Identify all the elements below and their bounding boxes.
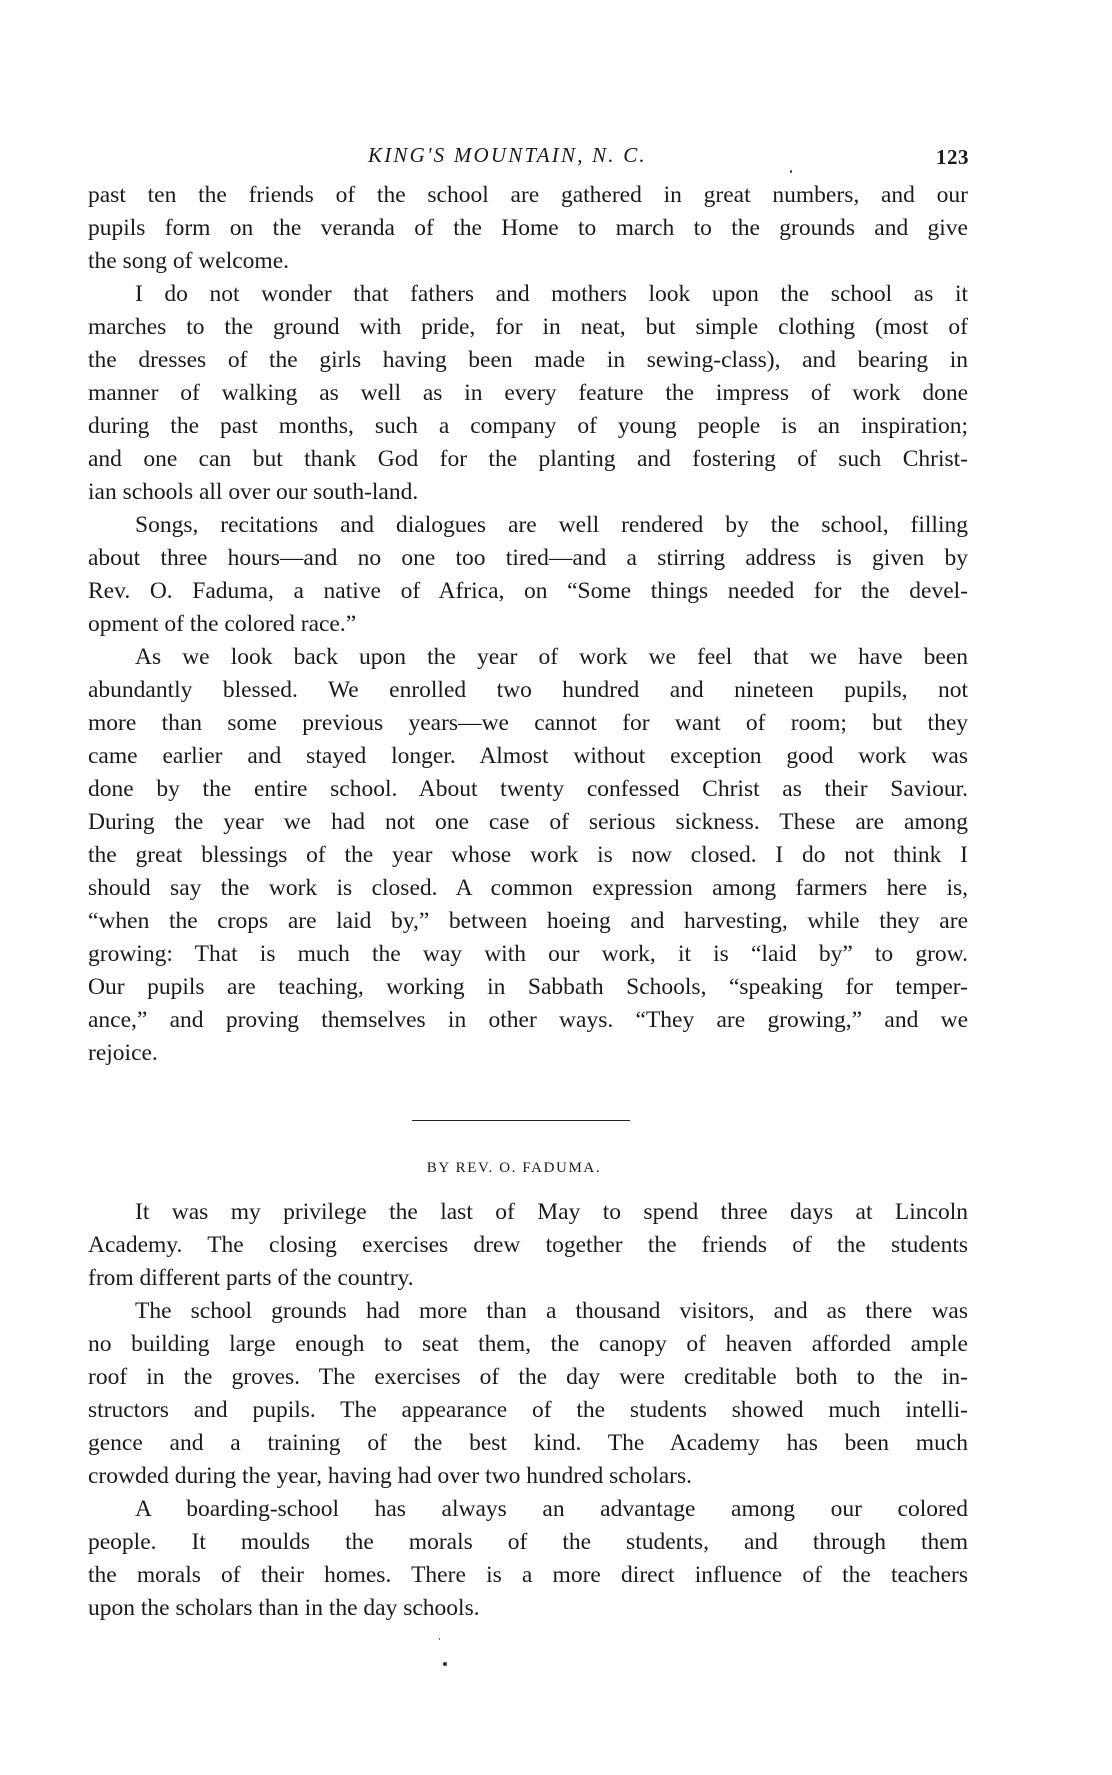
text-line: manner of walking as well as in every feature the impress of work done bbox=[88, 380, 968, 406]
section-divider bbox=[412, 1120, 630, 1121]
text-line: rejoice. bbox=[88, 1040, 158, 1066]
text-line: done by the entire school. About twenty confessed Christ as their Saviour. bbox=[88, 776, 968, 802]
text-line: past ten the friends of the school are gathered in great numbers, and our bbox=[88, 182, 968, 208]
article-section-lincoln-academy bbox=[88, 1196, 968, 1625]
text-line: As we look back upon the year of work we feel that we have been bbox=[135, 644, 968, 670]
text-line: roof in the groves. The exercises of the day were creditable both to the in- bbox=[88, 1364, 968, 1390]
text-line: from different parts of the country. bbox=[88, 1265, 414, 1291]
text-line: structors and pupils. The appearance of the students showed much intelli- bbox=[88, 1397, 968, 1423]
text-line: the morals of their homes. There is a more direct influence of the teachers bbox=[88, 1562, 968, 1588]
text-line: ian schools all over our south-land. bbox=[88, 479, 419, 505]
text-line: gence and a training of the best kind. The Academy has been much bbox=[88, 1430, 968, 1456]
scan-speck bbox=[443, 1662, 447, 1666]
running-head bbox=[0, 138, 1112, 172]
text-line: the great blessings of the year whose work is now closed. I do not think I bbox=[88, 842, 968, 868]
text-line: more than some previous years—we cannot for want of room; but they bbox=[88, 710, 968, 736]
scan-speck bbox=[439, 1638, 440, 1640]
text-line: growing: That is much the way with our work, it is “laid by” to grow. bbox=[88, 941, 968, 967]
text-line: Songs, recitations and dialogues are well rendered by the school, filling bbox=[135, 512, 968, 538]
text-line: and one can but thank God for the planting and fostering of such Christ- bbox=[88, 446, 968, 472]
byline bbox=[0, 1156, 1112, 1180]
text-line: “when the crops are laid by,” between hoeing and harvesting, while they are bbox=[88, 908, 968, 934]
running-title: KING'S MOUNTAIN, N. C. bbox=[368, 143, 647, 167]
paragraph bbox=[88, 278, 968, 509]
text-line: ance,” and proving themselves in other ways. “They are growing,” and we bbox=[88, 1007, 968, 1033]
page-number: 123 bbox=[936, 145, 969, 169]
text-line: During the year we had not one case of serious sickness. These are among bbox=[88, 809, 968, 835]
paragraph bbox=[88, 1295, 968, 1493]
text-line: Rev. O. Faduma, a native of Africa, on “Some things needed for the devel- bbox=[88, 578, 968, 604]
text-line: the dresses of the girls having been made in sewing-class), and bearing in bbox=[88, 347, 968, 373]
paragraph bbox=[88, 641, 968, 1070]
text-line: came earlier and stayed longer. Almost without exception good work was bbox=[88, 743, 968, 769]
text-line: should say the work is closed. A common expression among farmers here is, bbox=[88, 875, 968, 901]
paragraph bbox=[88, 179, 968, 278]
paragraph bbox=[88, 1196, 968, 1295]
text-line: The school grounds had more than a thousand visitors, and as there was bbox=[135, 1298, 968, 1324]
text-line: pupils form on the veranda of the Home to march to the grounds and give bbox=[88, 215, 968, 241]
scan-speck bbox=[790, 170, 792, 173]
text-line: upon the scholars than in the day schools. bbox=[88, 1595, 480, 1621]
text-line: about three hours—and no one too tired—and a stirring address is given by bbox=[88, 545, 968, 571]
text-line: Our pupils are teaching, working in Sabbath Schools, “speaking for temper- bbox=[88, 974, 968, 1000]
text-line: no building large enough to seat them, the canopy of heaven afforded ample bbox=[88, 1331, 968, 1357]
text-line: Academy. The closing exercises drew together the friends of the students bbox=[88, 1232, 968, 1258]
text-line: opment of the colored race.” bbox=[88, 611, 357, 637]
paragraph bbox=[88, 509, 968, 641]
text-line: the song of welcome. bbox=[88, 248, 290, 274]
text-line: people. It moulds the morals of the students, and through them bbox=[88, 1529, 968, 1555]
text-line: marches to the ground with pride, for in neat, but simple clothing (most of bbox=[88, 314, 968, 340]
byline-text: BY REV. O. FADUMA. bbox=[426, 1160, 602, 1176]
paragraph bbox=[88, 1493, 968, 1625]
text-line: during the past months, such a company of young people is an inspiration; bbox=[88, 413, 968, 439]
text-line: A boarding-school has always an advantage among our colored bbox=[135, 1496, 968, 1522]
text-line: I do not wonder that fathers and mothers look upon the school as it bbox=[135, 281, 968, 307]
article-section-kings-mountain bbox=[88, 179, 968, 1070]
text-line: crowded during the year, having had over two hundred scholars. bbox=[88, 1463, 693, 1489]
text-line: abundantly blessed. We enrolled two hundred and nineteen pupils, not bbox=[88, 677, 968, 703]
text-line: It was my privilege the last of May to spend three days at Lincoln bbox=[135, 1199, 968, 1225]
